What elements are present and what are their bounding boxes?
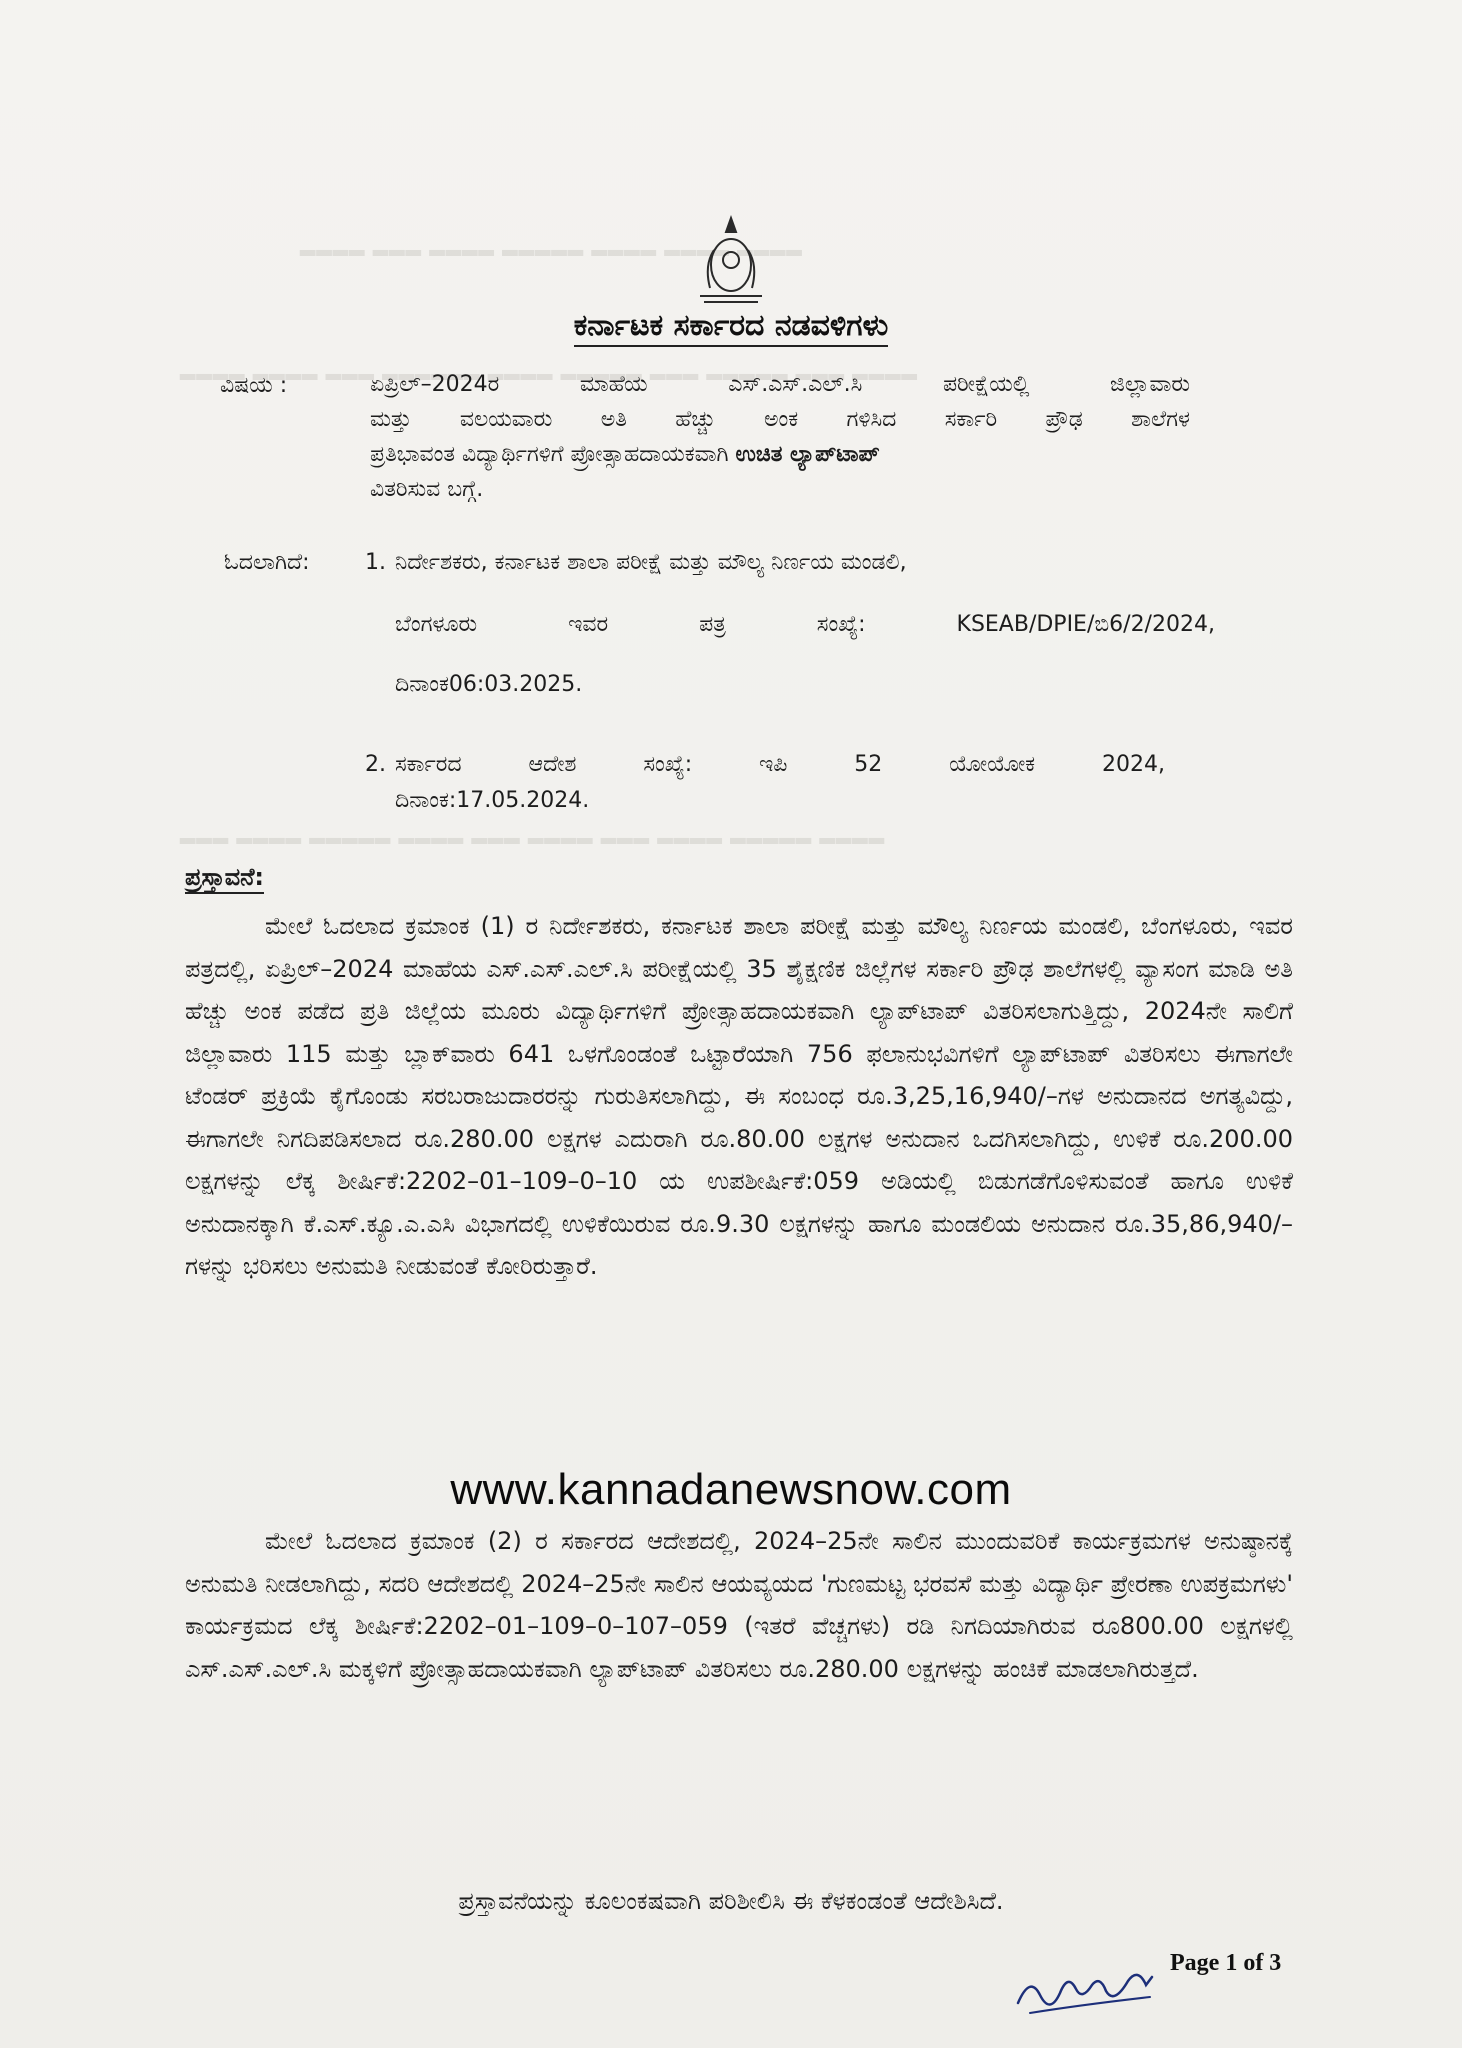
subject-line-1: ಏಪ್ರಿಲ್–2024ರ ಮಾಹೆಯ ಎಸ್.ಎಸ್.ಎಲ್.ಸಿ ಪರೀಕ್ಷೆಯಲ್ಲಿ ಜಿಲ್ಲಾವಾರು <box>370 372 1190 397</box>
preamble-title: ಪ್ರಸ್ತಾವನೆ: <box>185 862 264 894</box>
closing-statement: ಪ್ರಸ್ತಾವನೆಯನ್ನು ಕೂಲಂಕಷವಾಗಿ ಪರಿಶೀಲಿಸಿ ಈ ಕೆಳಕಂಡಂತೆ ಆದೇಶಿಸಿದೆ. <box>458 1887 1004 1915</box>
ref-2-word: ಆದೇಶ <box>528 752 577 777</box>
ref-2-number: 2. <box>365 752 386 777</box>
page-heading: ಕರ್ನಾಟಕ ಸರ್ಕಾರದ ನಡವಳಿಗಳು <box>0 308 1462 343</box>
ref-2-line-1 <box>395 752 1165 777</box>
subject-line-4: ವಿತರಿಸುವ ಬಗ್ಗೆ. <box>370 477 484 502</box>
subject-label: ವಿಷಯ : <box>220 373 288 398</box>
ref-1-word: ಇವರ <box>568 612 609 637</box>
karnataka-emblem-icon <box>686 210 776 310</box>
subject-line-2: ಮತ್ತು ವಲಯವಾರು ಅತಿ ಹೆಚ್ಚು ಅಂಕ ಗಳಿಸಿದ ಸರ್ಕಾರಿ ಪ್ರೌಢ ಶಾಲೆಗಳ <box>370 407 1190 432</box>
bleed-through-text: ▂▂▂▂ ▂▂▂ ▂▂▂▂ ▂▂▂▂▂ ▂▂▂▂ ▂▂▂▂ ▂▂▂▂ <box>300 232 803 256</box>
ref-1-line-2 <box>395 612 1215 637</box>
watermark-url: www.kannadanewsnow.com <box>450 1465 1012 1514</box>
ref-1-number: 1. <box>365 550 386 575</box>
ref-2-date: ದಿನಾಂಕ:17.05.2024. <box>395 788 590 813</box>
ref-1-line-1: ನಿರ್ದೇಶಕರು, ಕರ್ನಾಟಕ ಶಾಲಾ ಪರೀಕ್ಷೆ ಮತ್ತು ಮೌಲ್ಯ ನಿರ್ಣಯ ಮಂಡಲಿ, <box>395 550 907 575</box>
bleed-through-text: ▂▂▂▂ ▂▂▂▂ ▂▂▂ ▂▂▂▂▂▂ ▂▂▂▂ ▂▂▂▂▂ ▂▂▂ ▂▂▂▂▂ ▂▂▂ ▂▂▂▂ <box>180 356 918 380</box>
subject-line-3-text: ಪ್ರತಿಭಾವಂತ ವಿದ್ಯಾರ್ಥಿಗಳಿಗೆ ಪ್ರೋತ್ಸಾಹದಾಯಕವಾಗಿ <box>370 442 736 467</box>
ref-2-word: 2024, <box>1101 752 1165 777</box>
preamble-paragraph-1-text: ಮೇಲೆ ಓದಲಾದ ಕ್ರಮಾಂಕ (1) ರ ನಿರ್ದೇಶಕರು, ಕರ್ನಾಟಕ ಶಾಲಾ ಪರೀಕ್ಷೆ ಮತ್ತು ಮೌಲ್ಯ ನಿರ್ಣಯ ಮಂಡಲಿ, ಬೆಂಗಳೂರು, ಇವರ ಪತ್ರದಲ್ಲಿ, ಏಪ್ರಿಲ್–2024 ಮಾಹೆಯ ಎಸ್.ಎಸ್.ಎಲ್.ಸಿ ಪರೀಕ್ಷೆಯಲ್ಲಿ 35 ಶೈಕ್ಷಣಿಕ ಜಿಲ್ಲೆಗಳ ಸರ್ಕಾರಿ ಪ್ರೌಢ ಶಾಲೆಗಳಲ್ಲಿ ವ್ಯಾಸಂಗ ಮಾಡಿ ಅತಿ ಹೆಚ್ಚು ಅಂಕ ಪಡೆದ ಪ್ರತಿ ಜಿಲ್ಲೆಯ ಮೂರು ವಿದ್ಯಾರ್ಥಿಗಳಿಗೆ ಪ್ರೋತ್ಸಾಹದಾಯಕವಾಗಿ ಲ್ಯಾಪ್‌ಟಾಪ್ ವಿತರಿಸಲಾಗುತ್ತಿದ್ದು, 2024ನೇ ಸಾಲಿಗೆ ಜಿಲ್ಲಾವಾರು 115 ಮತ್ತು ಬ್ಲಾಕ್‌ವಾರು 641 ಒಳಗೊಂಡಂತೆ ಒಟ್ಟಾರೆಯಾಗಿ 756 ಫಲಾನುಭವಿಗಳಿಗೆ ಲ್ಯಾಪ್‌ಟಾಪ್ ವಿತರಿಸಲು ಈಗಾಗಲೇ ಟೆಂಡರ್ ಪ್ರಕ್ರಿಯೆ ಕೈಗೊಂಡು ಸರಬರಾಜುದಾರರನ್ನು ಗುರುತಿಸಲಾಗಿದ್ದು, ಈ ಸಂಬಂಧ ರೂ.3,25,16,940/–ಗಳ ಅನುದಾನದ ಅಗತ್ಯವಿದ್ದು, ಈಗಾಗಲೇ ನಿಗದಿಪಡಿಸಲಾದ ರೂ.280.00 ಲಕ್ಷಗಳ ಎದುರಾಗಿ ರೂ.80.00 ಲಕ್ಷಗಳ ಅನುದಾನ ಒದಗಿಸಲಾಗಿದ್ದು, ಉಳಿಕೆ ರೂ.200.00 ಲಕ್ಷಗಳನ್ನು ಲೆಕ್ಕ ಶೀರ್ಷಿಕೆ:2202–01–109–0–10 ಯ ಉಪಶೀರ್ಷಿಕೆ:059 ಅಡಿಯಲ್ಲಿ ಬಿಡುಗಡೆಗೊಳಿಸುವಂತೆ ಹಾಗೂ ಉಳಿಕೆ ಅನುದಾನಕ್ಕಾಗಿ ಕೆ.ಎಸ್.ಕ್ಯೂ.ಎ.ಎಸಿ ವಿಭಾಗದಲ್ಲಿ ಉಳಿಕೆಯಿರುವ ರೂ.9.30 ಲಕ್ಷಗಳನ್ನು ಹಾಗೂ ಮಂಡಲಿಯ ಅನುದಾನ ರೂ.35,86,940/– ಗಳನ್ನು ಭರಿಸಲು ಅನುಮತಿ ನೀಡುವಂತೆ ಕೋರಿರುತ್ತಾರೆ. <box>185 912 1293 1280</box>
ref-1-word: ಸಂಖ್ಯೆ: <box>816 612 866 637</box>
preamble-paragraph-1 <box>185 905 1293 1288</box>
preamble-paragraph-2-text: ಮೇಲೆ ಓದಲಾದ ಕ್ರಮಾಂಕ (2) ರ ಸರ್ಕಾರದ ಆದೇಶದಲ್ಲಿ, 2024–25ನೇ ಸಾಲಿನ ಮುಂದುವರಿಕೆ ಕಾರ್ಯಕ್ರಮಗಳ ಅನುಷ್ಠಾನಕ್ಕೆ ಅನುಮತಿ ನೀಡಲಾಗಿದ್ದು, ಸದರಿ ಆದೇಶದಲ್ಲಿ 2024–25ನೇ ಸಾಲಿನ ಆಯವ್ಯಯದ 'ಗುಣಮಟ್ಟ ಭರವಸೆ ಮತ್ತು ವಿದ್ಯಾರ್ಥಿ ಪ್ರೇರಣಾ ಉಪಕ್ರಮಗಳು' ಕಾರ್ಯಕ್ರಮದ ಲೆಕ್ಕ ಶೀರ್ಷಿಕೆ:2202–01–109–0–107–059 (ಇತರೆ ವೆಚ್ಚಗಳು) ರಡಿ ನಿಗದಿಯಾಗಿರುವ ರೂ800.00 ಲಕ್ಷಗಳಲ್ಲಿ ಎಸ್.ಎಸ್.ಎಲ್.ಸಿ ಮಕ್ಕಳಿಗೆ ಪ್ರೋತ್ಸಾಹದಾಯಕವಾಗಿ ಲ್ಯಾಪ್‌ಟಾಪ್ ವಿತರಿಸಲು ರೂ.280.00 ಲಕ್ಷಗಳನ್ನು ಹಂಚಿಕೆ ಮಾಡಲಾಗಿರುತ್ತದೆ. <box>185 1527 1293 1683</box>
subject-line-3 <box>370 437 1190 472</box>
read-label: ಓದಲಾಗಿದೆ: <box>224 550 310 575</box>
ref-2-word: ಇಪಿ <box>758 752 788 777</box>
ref-1-date: ದಿನಾಂಕ06:03.2025. <box>395 672 583 697</box>
ref-1-ref-code: KSEAB/DPIE/ಬಿ6/2/2024, <box>956 612 1215 637</box>
ref-2-word: 52 <box>854 752 883 777</box>
ref-1-word: ಬೆಂಗಳೂರು <box>395 612 478 637</box>
page-number: Page 1 of 3 <box>1170 1950 1282 1976</box>
signature-icon <box>1010 1955 1160 2025</box>
subject-highlight: ಉಚಿತ ಲ್ಯಾಪ್‌ಟಾಪ್ <box>735 442 880 467</box>
ref-2-word: ಸಂಖ್ಯೆ: <box>643 752 693 777</box>
ref-1-word: ಪತ್ರ <box>699 612 726 637</box>
preamble-paragraph-2 <box>185 1520 1293 1690</box>
ref-2-word: ಸರ್ಕಾರದ <box>395 752 462 777</box>
bleed-through-text: ▂▂▂ ▂▂▂▂ ▂▂▂▂▂ ▂▂▂▂ ▂▂▂ ▂▂▂▂ ▂▂▂ ▂▂▂▂ ▂▂▂▂▂ ▂▂▂▂ <box>180 820 886 844</box>
ref-2-word: ಯೋಯೋಕ <box>949 752 1036 777</box>
